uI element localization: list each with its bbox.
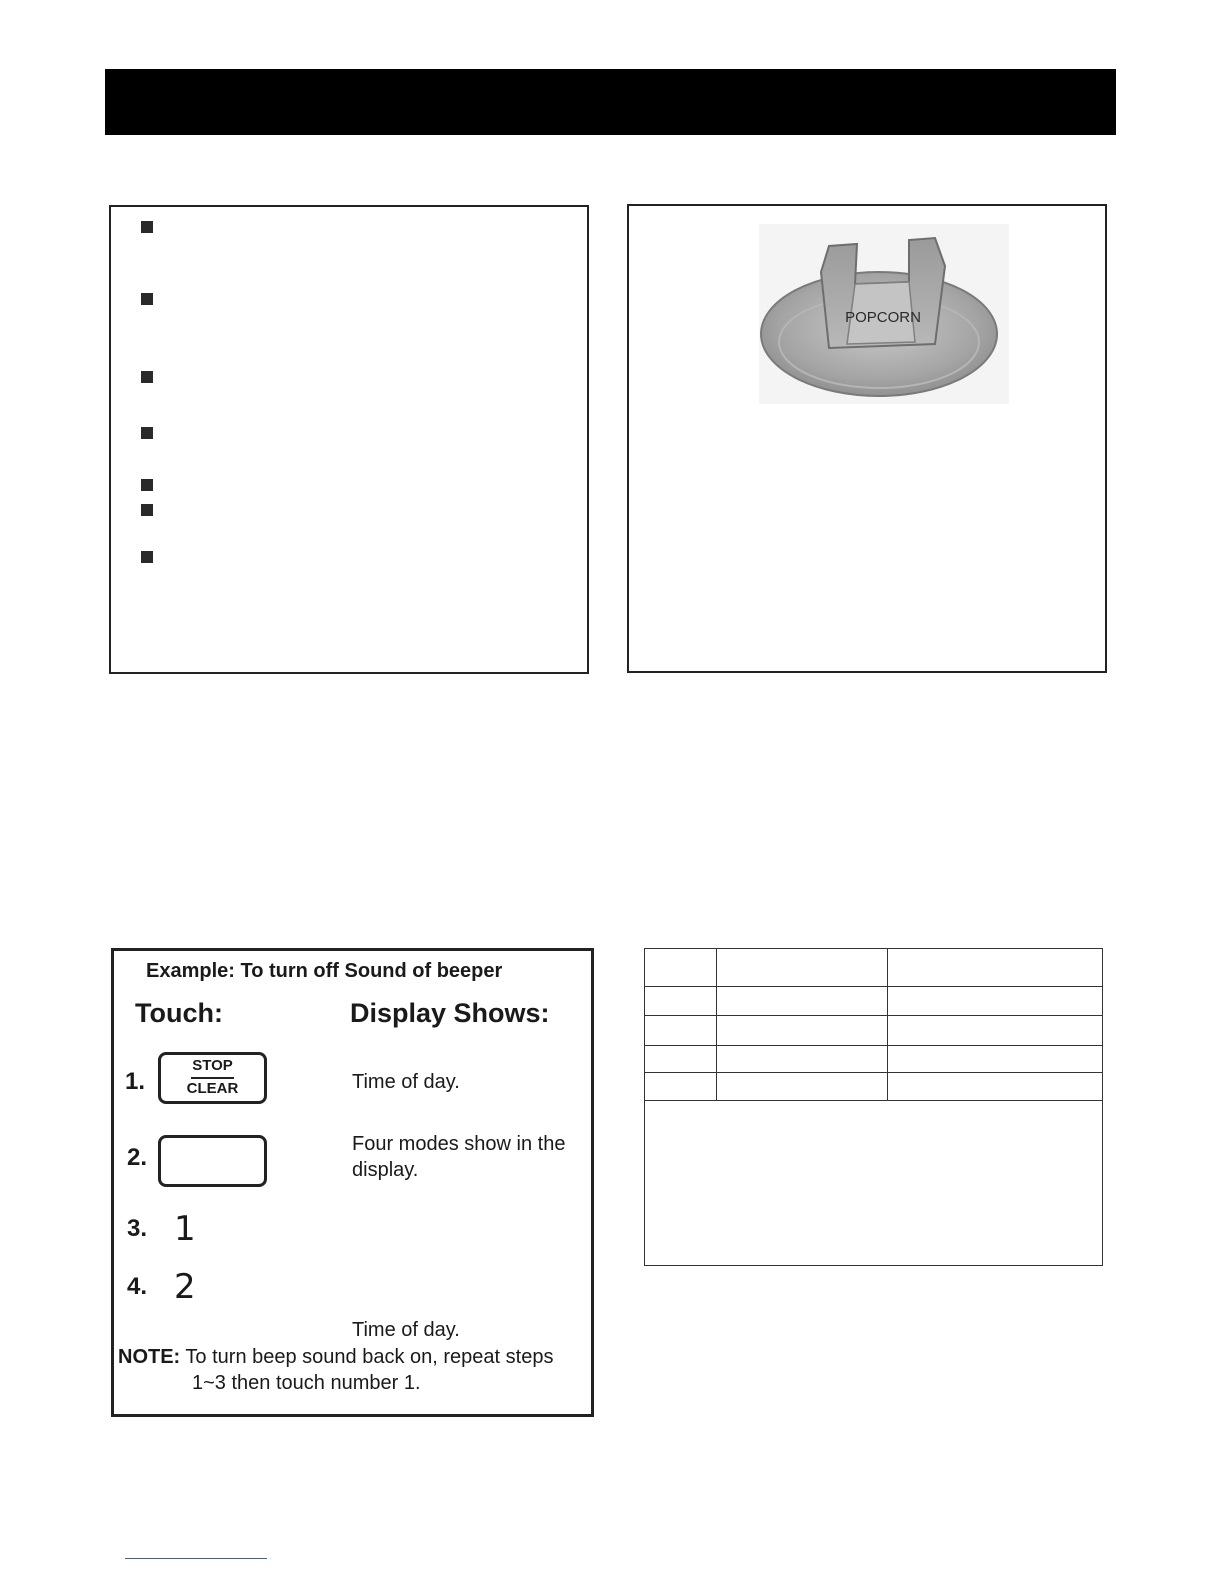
modes-table xyxy=(644,948,1103,1266)
key-label-top: STOP xyxy=(192,1057,233,1074)
table-row-line xyxy=(645,1100,1102,1101)
final-display-text: Time of day. xyxy=(352,1319,460,1341)
table-col-line xyxy=(887,949,888,1100)
bullet-icon xyxy=(141,293,153,305)
table-row-line xyxy=(645,1045,1102,1046)
display-heading: Display Shows: xyxy=(350,998,550,1028)
mode-key[interactable] xyxy=(158,1135,267,1187)
bullet-icon xyxy=(141,504,153,516)
bullet-icon xyxy=(141,551,153,563)
number-key-1[interactable]: 1 xyxy=(174,1209,196,1249)
header-bar xyxy=(105,69,1116,135)
popcorn-dish-image xyxy=(759,224,1009,404)
step-display-text: Time of day. xyxy=(352,1071,460,1093)
note-text: To turn beep sound back on, repeat steps xyxy=(185,1346,554,1368)
bullet-icon xyxy=(141,221,153,233)
beeper-example-panel xyxy=(111,948,594,1417)
popcorn-panel xyxy=(627,204,1107,673)
bullet-icon xyxy=(141,479,153,491)
example-title: Example: To turn off Sound of beeper xyxy=(146,960,503,982)
table-row-line xyxy=(645,1015,1102,1016)
table-row-line xyxy=(645,986,1102,987)
note-label: NOTE: xyxy=(118,1346,181,1368)
footer-rule xyxy=(125,1558,267,1559)
touch-heading: Touch: xyxy=(135,998,223,1028)
table-row-line xyxy=(645,1072,1102,1073)
stop-clear-key[interactable] xyxy=(158,1052,267,1104)
step-display-text: Four modes show in the display. xyxy=(352,1133,566,1181)
table-col-line xyxy=(716,949,717,1100)
step-number: 1. xyxy=(125,1068,146,1095)
popcorn-dish-label: POPCORN xyxy=(845,309,921,326)
step-number: 3. xyxy=(127,1215,148,1242)
note-text-continued: 1~3 then touch number 1. xyxy=(192,1372,421,1394)
bullet-icon xyxy=(141,371,153,383)
bullet-icon xyxy=(141,427,153,439)
key-label-bottom: CLEAR xyxy=(186,1080,239,1097)
note xyxy=(118,1344,588,1396)
key-divider xyxy=(191,1077,234,1079)
step-number: 2. xyxy=(127,1144,148,1171)
step-number: 4. xyxy=(127,1273,148,1300)
tips-panel xyxy=(109,205,589,674)
number-key-2[interactable]: 2 xyxy=(174,1267,196,1307)
